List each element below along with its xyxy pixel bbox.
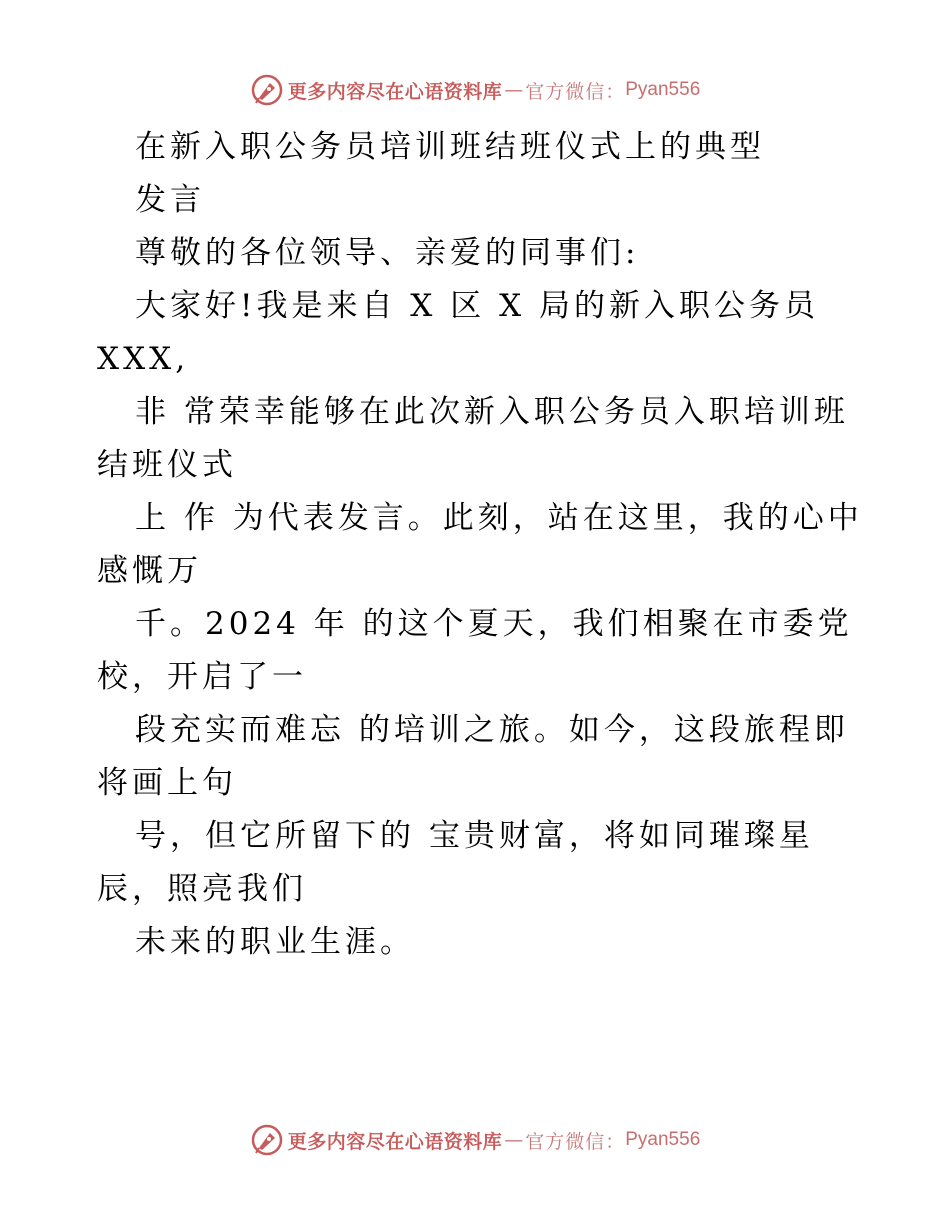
watermark-dash: — <box>504 1129 524 1151</box>
salutation: 尊敬的各位领导、亲爱的同事们: <box>135 235 640 271</box>
watermark-contact-id: Pyan556 <box>625 79 701 100</box>
paragraph-line: 号，但它所留下的 宝贵财富，将如同璀璨星 <box>135 818 814 854</box>
watermark-site-text: 更多内容尽在心语资料库 <box>287 80 503 103</box>
paragraph-line: 辰，照亮我们 <box>97 871 307 907</box>
pen-nib-circle-icon <box>250 1123 284 1157</box>
paragraph-line: 未来的职业生涯。 <box>135 924 415 960</box>
watermark-contact-label: 官方微信： <box>525 80 626 103</box>
paragraph-line: 将画上句 <box>97 765 237 801</box>
pen-nib-circle-icon <box>250 73 284 107</box>
paragraph-line: 感慨万 <box>97 553 202 589</box>
header-watermark <box>0 70 950 110</box>
watermark-site-text: 更多内容尽在心语资料库 <box>287 1130 503 1153</box>
paragraph-line: 千。2024 年 的这个夏天，我们相聚在市委党 <box>135 606 853 642</box>
document-title-line-1: 在新入职公务员培训班结班仪式上的典型 <box>135 129 765 165</box>
document-title-line-2: 发言 <box>135 182 205 218</box>
watermark-contact-label: 官方微信： <box>525 1130 626 1153</box>
paragraph-line: 非 常荣幸能够在此次新入职公务员入职培训班 <box>135 394 849 430</box>
paragraph-line: 结班仪式 <box>97 447 237 483</box>
paragraph-line: 大家好!我是来自 X 区 X 局的新入职公务员 <box>135 288 820 324</box>
paragraph-line: 上 作 为代表发言。此刻，站在这里，我的心中 <box>135 500 863 536</box>
watermark-dash: — <box>504 79 524 101</box>
footer-watermark <box>0 1120 950 1160</box>
paragraph-line: 校，开启了一 <box>97 659 307 695</box>
watermark-contact-id: Pyan556 <box>625 1129 701 1150</box>
document-body <box>97 121 877 969</box>
paragraph-line: 段充实而难忘 的培训之旅。如今，这段旅程即 <box>135 712 849 748</box>
paragraph-line: XXX, <box>97 341 190 377</box>
